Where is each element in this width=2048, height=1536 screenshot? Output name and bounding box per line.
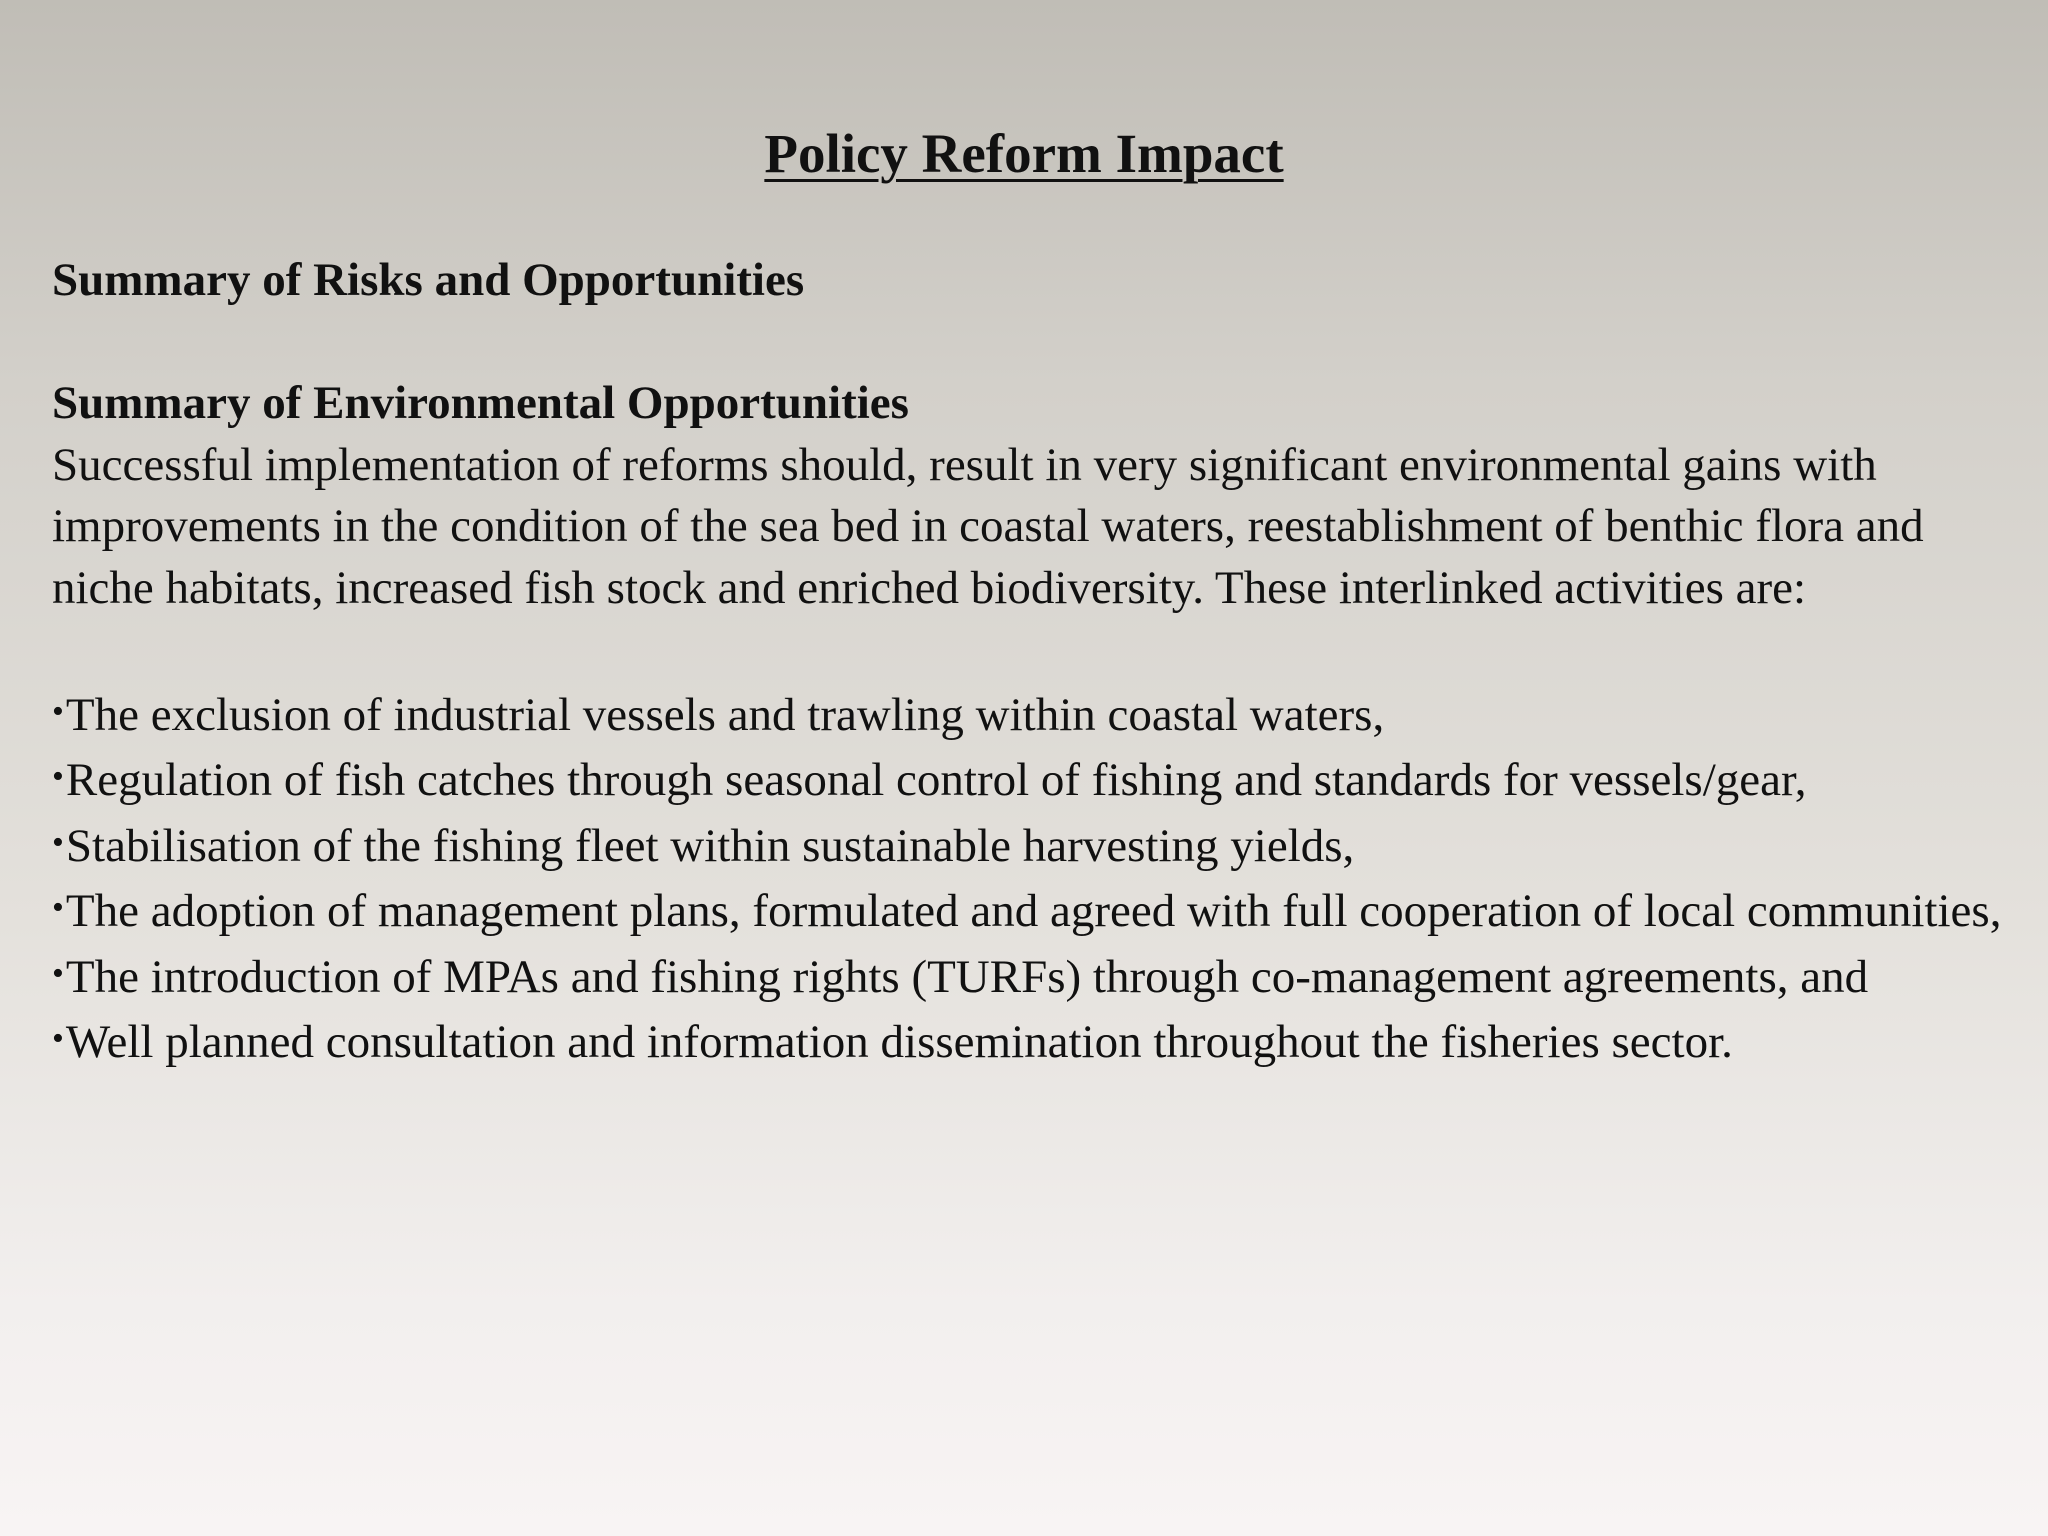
summary-heading: Summary of Risks and Opportunities	[52, 254, 805, 306]
slide-title: Policy Reform Impact	[764, 123, 1284, 184]
bullet-icon: •	[52, 889, 64, 926]
spacer	[52, 619, 2012, 681]
list-item	[52, 746, 2012, 812]
slide-content	[52, 250, 2012, 1074]
list-item-text: The exclusion of industrial vessels and trawling within coastal waters,	[65, 688, 1385, 741]
list-item-text: Regulation of fish catches through seasonal control of fishing and standards for vessels/gear,	[65, 754, 1807, 806]
list-item	[52, 877, 2012, 943]
list-item	[52, 1008, 2012, 1074]
body-paragraph: Successful implementation of reforms should, result in very significant environmental gains with improvements in the condition of the sea bed in coastal waters, reestablishment of benthic flora and niche habitats, increased fish stock and enriched biodiversity. These interlinked activities are:	[52, 438, 1924, 614]
bullet-icon: •	[52, 823, 64, 861]
list-item-text: Stabilisation of the fishing fleet within sustainable harvesting yields,	[65, 819, 1355, 872]
bullet-list	[52, 681, 2012, 1074]
bullet-icon: •	[52, 758, 64, 795]
bullet-icon: •	[52, 1020, 64, 1057]
spacer	[52, 312, 2012, 374]
list-item	[52, 681, 2012, 747]
bullet-icon: •	[52, 692, 64, 730]
section-heading: Summary of Environmental Opportunities	[52, 377, 909, 429]
list-item	[52, 943, 2012, 1009]
list-item-text: Well planned consultation and information dissemination throughout the fisheries sector.	[65, 1016, 1733, 1068]
list-item-text: The adoption of management plans, formulated and agreed with full cooperation of local communities,	[65, 885, 2002, 937]
list-item-text: The introduction of MPAs and fishing rights (TURFs) through co-management agreements, and	[65, 950, 1869, 1003]
list-item	[52, 812, 2012, 878]
bullet-icon: •	[52, 954, 64, 992]
